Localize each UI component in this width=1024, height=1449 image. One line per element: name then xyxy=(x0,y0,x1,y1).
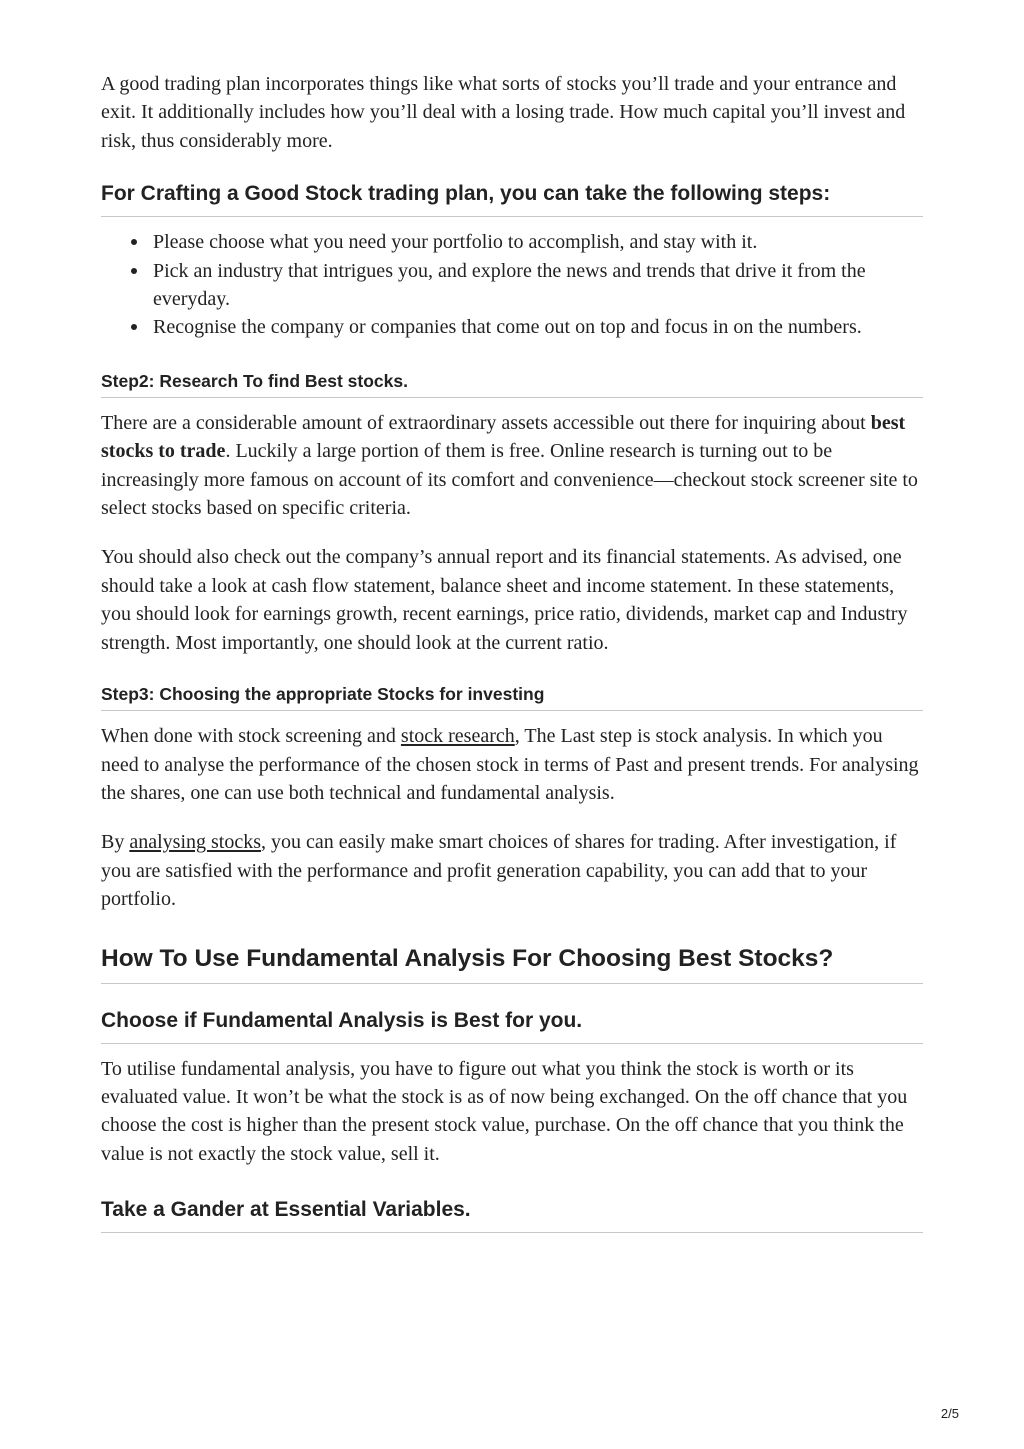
step3-text-after: , The Last step is stock analysis. In which you need to analyse the performance of the chosen stock in terms of Past and present trends. For analysing the shares, one can use both technical and fundamental analysis. xyxy=(101,725,919,804)
list-item xyxy=(101,313,891,341)
bullet-icon xyxy=(131,268,137,274)
step3-paragraph-2 xyxy=(101,828,923,913)
fundamental-analysis-heading: How To Use Fundamental Analysis For Choosing Best Stocks? xyxy=(101,944,923,984)
analysing-stocks-link[interactable]: analysing stocks xyxy=(129,831,261,854)
step2-heading: Step2: Research To find Best stocks. xyxy=(101,370,923,398)
crafting-plan-heading: For Crafting a Good Stock trading plan, you can take the following steps: xyxy=(101,181,923,217)
step2-text-before: There are a considerable amount of extraordinary assets accessible out there for inquiring about xyxy=(101,411,871,434)
bullet-icon xyxy=(131,324,137,330)
step3-p2-text-after: , you can easily make smart choices of shares for trading. After investigation, if you are satisfied with the performance and profit generation capability, you can add that to your portfolio. xyxy=(101,831,897,911)
best-stocks-to-trade-bold: best stocks to trade xyxy=(101,411,906,463)
list-item-text: Pick an industry that intrigues you, and explore the news and trends that drive it from the everyday. xyxy=(153,259,866,311)
step2-paragraph-1 xyxy=(101,409,923,523)
choose-fundamental-heading: Choose if Fundamental Analysis is Best for you. xyxy=(101,1008,923,1044)
essential-variables-heading: Take a Gander at Essential Variables. xyxy=(101,1197,923,1233)
crafting-steps-list xyxy=(101,228,891,342)
step3-heading: Step3: Choosing the appropriate Stocks for investing xyxy=(101,683,923,711)
step3-paragraph-1 xyxy=(101,722,923,807)
step3-text-before: When done with stock screening and xyxy=(101,725,401,748)
list-item xyxy=(101,257,891,314)
stock-research-link[interactable]: stock research xyxy=(400,725,515,748)
step3-p2-text-before: By xyxy=(101,831,130,854)
article-content xyxy=(101,70,923,1233)
step2-text-after: . Luckily a large portion of them is free. Online research is turning out to be increasingly more famous on account of its comfort and convenience—checkout stock screener site to select stocks based on specific criteria. xyxy=(101,440,918,520)
bullet-icon xyxy=(131,239,137,245)
choose-fundamental-paragraph: To utilise fundamental analysis, you have to figure out what you think the stock is worth or its evaluated value. It won’t be what the stock is as of now being exchanged. On the off chance that you choose the cost is higher than the present stock value, purchase. On the off chance that you think the value is not exactly the stock value, sell it. xyxy=(101,1057,908,1165)
page-number: 2/5 xyxy=(940,1406,959,1421)
intro-paragraph: A good trading plan incorporates things like what sorts of stocks you’ll trade and your entrance and exit. It additionally includes how you’ll deal with a losing trade. How much capital you’ll invest and risk, thus considerably more. xyxy=(101,73,906,152)
list-item-text: Recognise the company or companies that come out on top and focus in on the numbers. xyxy=(153,316,862,339)
step2-paragraph-2: You should also check out the company’s annual report and its financial statements. As advised, one should take a look at cash flow statement, balance sheet and income statement. In these statements, you should look for earnings growth, recent earnings, price ratio, dividends, market cap and Industry strength. Most importantly, one should look at the current ratio. xyxy=(101,546,908,654)
list-item-text: Please choose what you need your portfolio to accomplish, and stay with it. xyxy=(153,231,758,254)
list-item xyxy=(101,228,891,256)
